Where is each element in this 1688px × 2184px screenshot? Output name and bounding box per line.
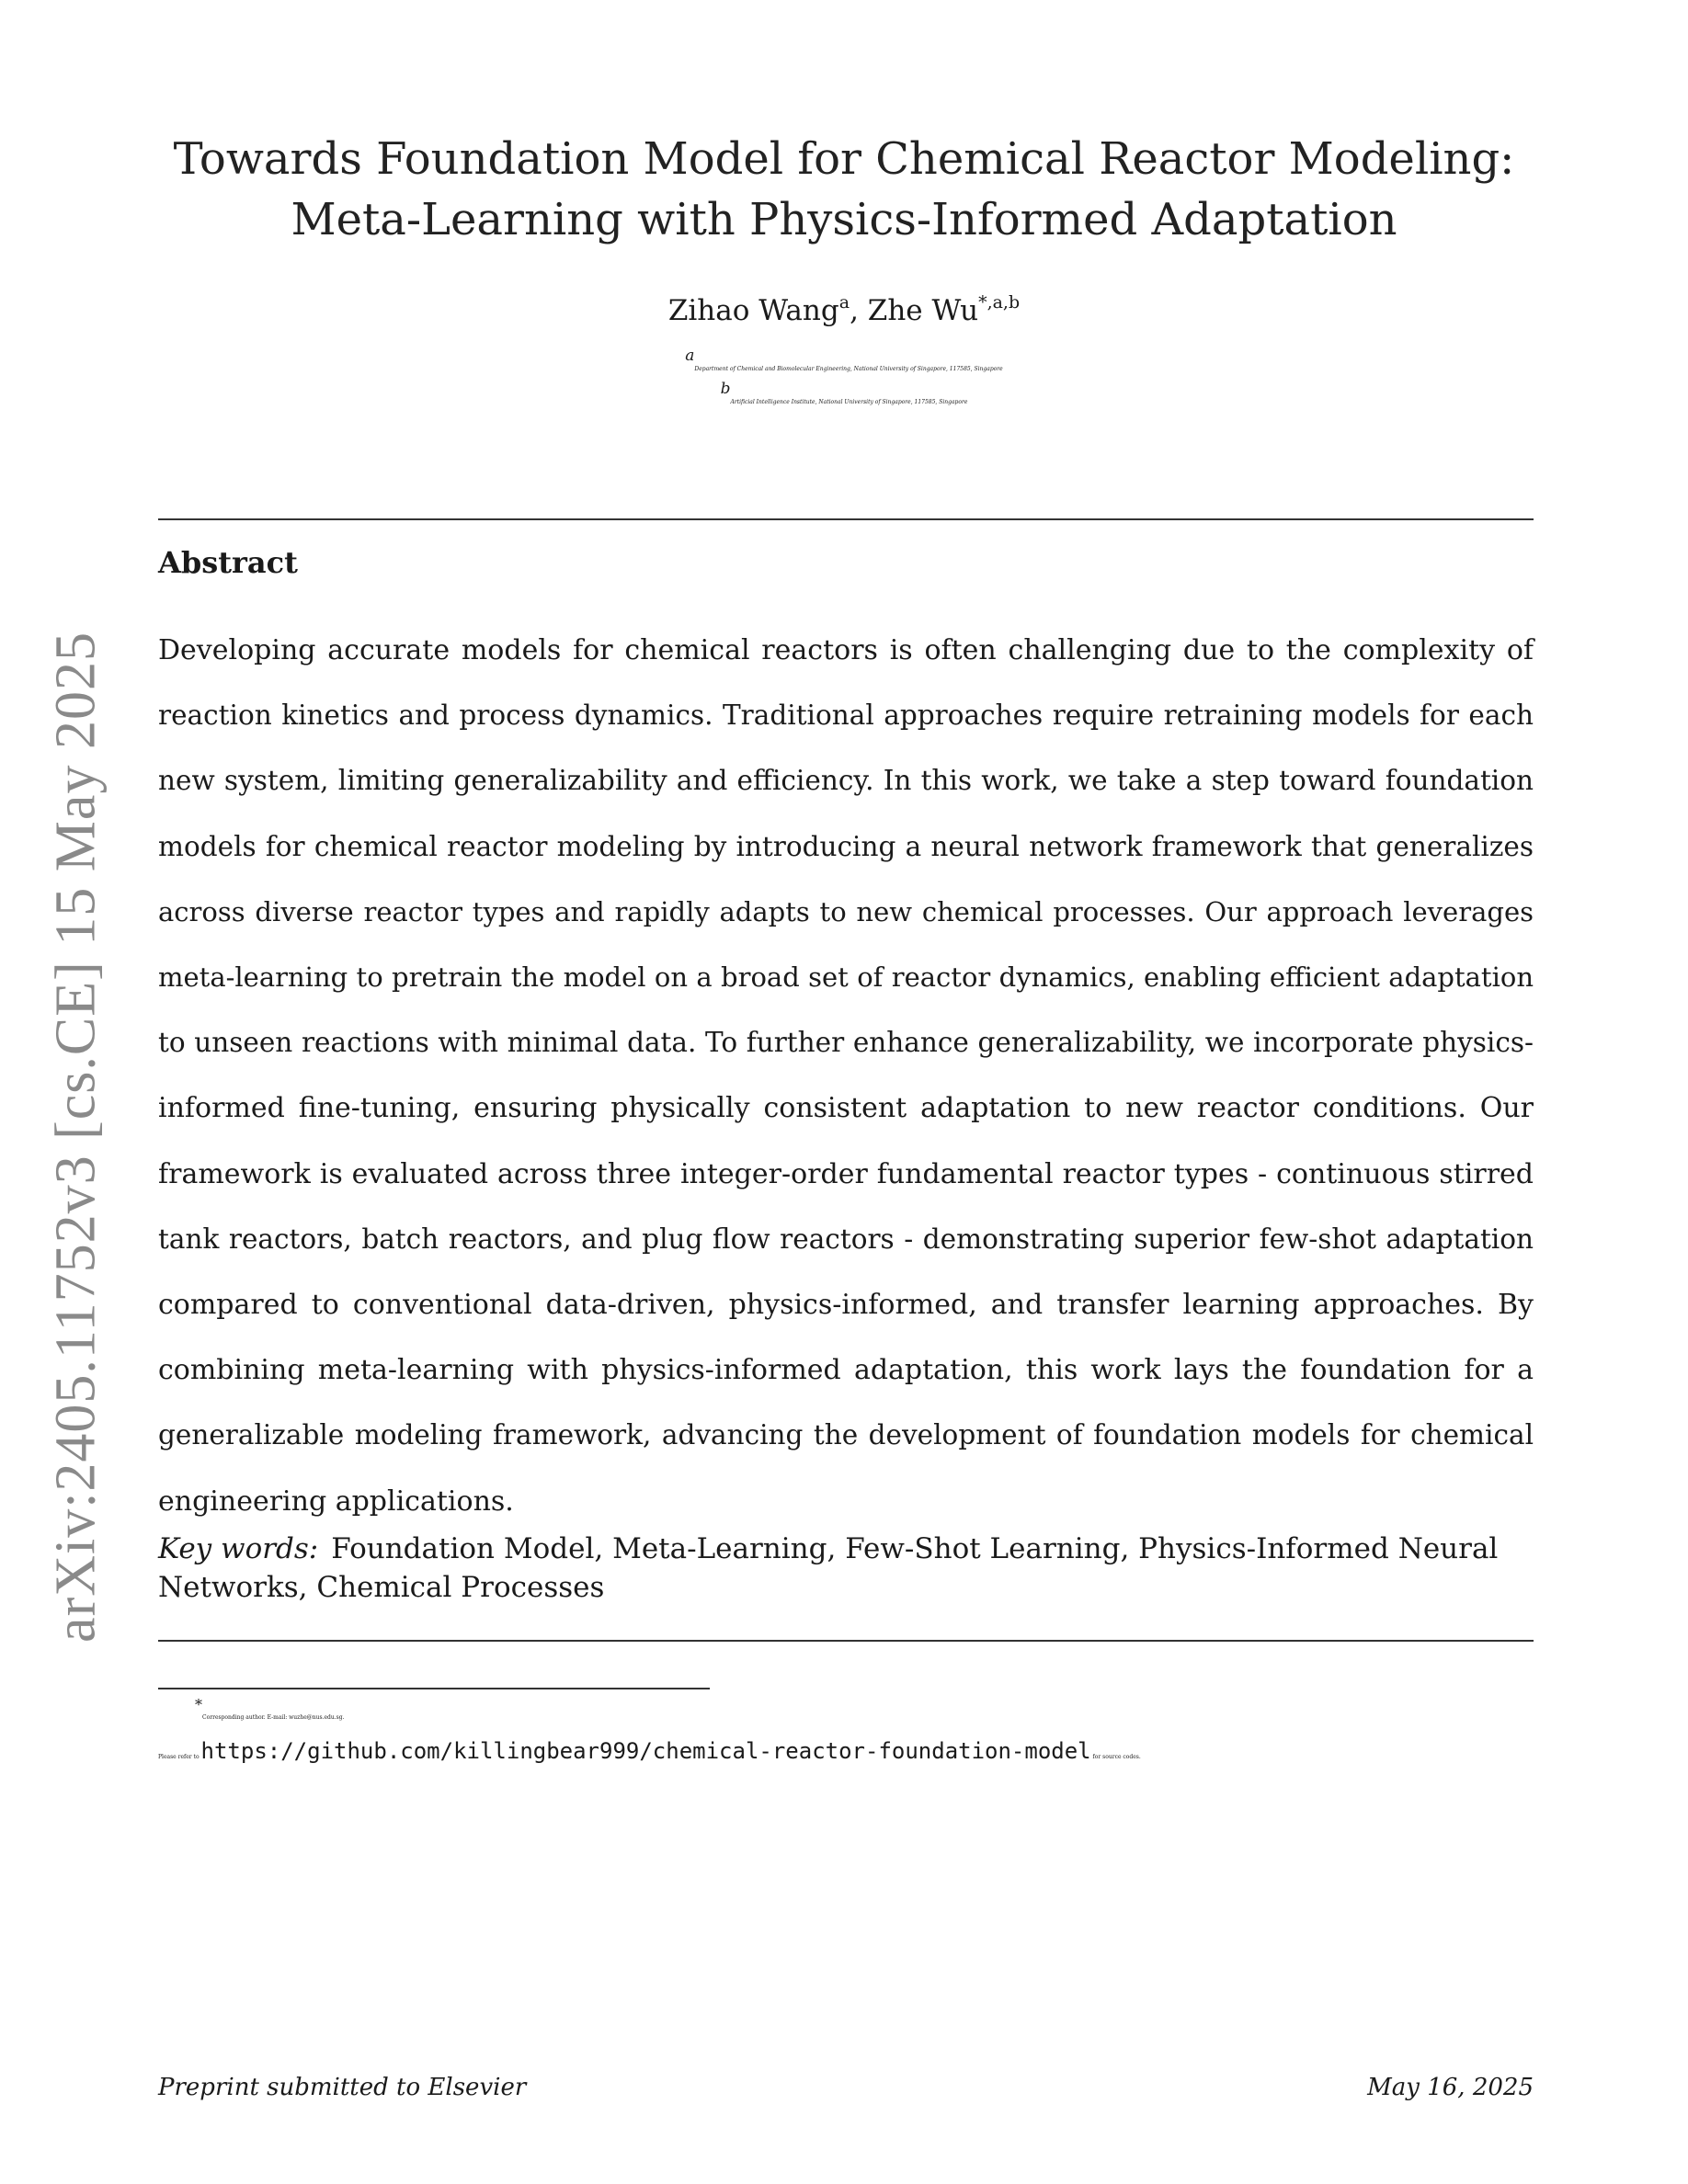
footer-preprint-note: Preprint submitted to Elsevier xyxy=(158,2074,527,2101)
affiliation-mark: a xyxy=(685,347,695,365)
abstract-line: tank reactors, batch reactors, and plug flow reactors - demonstrating superior few-shot adaptation xyxy=(158,1223,1534,1255)
abstract-line: Developing accurate models for chemical reactors is often challenging due to the complexity of xyxy=(158,634,1534,666)
keywords-label: Key words: xyxy=(158,1532,319,1565)
keywords-text: Foundation Model, Meta-Learning, Few-Shot Learning, Physics-Informed Neural Networks, Chemical Processes xyxy=(158,1532,1499,1604)
footnote-rule xyxy=(158,1688,710,1689)
affiliation-mark: b xyxy=(720,380,731,398)
footnote-mark: * xyxy=(195,1696,202,1713)
abstract-line: models for chemical reactor modeling by introducing a neural network framework that generalizes xyxy=(158,830,1534,862)
abstract-top-rule xyxy=(158,518,1534,520)
abstract-heading: Abstract xyxy=(158,545,298,580)
abstract-line: across diverse reactor types and rapidly adapts to new chemical processes. Our approach leverages xyxy=(158,895,1534,927)
abstract-line: reaction kinetics and process dynamics. Traditional approaches require retraining models for each xyxy=(158,700,1534,732)
abstract-bottom-rule xyxy=(158,1640,1534,1642)
title-line-1: Towards Foundation Model for Chemical Reactor Modeling: xyxy=(173,133,1515,185)
footnote-corresponding-text: Corresponding author. E-mail: wuzhe@nus.edu.sg. xyxy=(202,1714,345,1721)
source-code-link[interactable]: https://github.com/killingbear999/chemical-reactor-foundation-model xyxy=(200,1738,1091,1764)
abstract-line: framework is evaluated across three integer-order fundamental reactor types - continuous stirred xyxy=(158,1157,1534,1190)
abstract-line: compared to conventional data-driven, physics-informed, and transfer learning approaches. By xyxy=(158,1289,1534,1322)
abstract-line: meta-learning to pretrain the model on a broad set of reactor dynamics, enabling efficient adaptation xyxy=(158,961,1534,994)
affiliation-text: Artificial Intelligence Institute, National University of Singapore, 117585, Singapore xyxy=(730,399,968,405)
author-affiliation-mark: *,a,b xyxy=(978,292,1021,313)
footnote-source xyxy=(158,1735,1556,1773)
abstract-body xyxy=(158,618,1534,1534)
author-name: Zhe Wu xyxy=(867,294,979,327)
author-separator: , xyxy=(850,294,868,327)
abstract-line: engineering applications. xyxy=(158,1484,514,1518)
affiliation-a xyxy=(0,347,1688,386)
abstract-line: to unseen reactions with minimal data. To further enhance generalizability, we incorporate physics- xyxy=(158,1027,1534,1059)
keywords xyxy=(158,1530,1534,1607)
abstract-line: generalizable modeling framework, advancing the development of foundation models for chemical xyxy=(158,1419,1534,1451)
footnote-corresponding xyxy=(195,1696,1592,1734)
arxiv-identifier: arXiv:2405.11752v3 [cs.CE] 15 May 2025 xyxy=(44,631,108,1643)
footer-date: May 16, 2025 xyxy=(1367,2074,1534,2101)
affiliation-b xyxy=(0,380,1688,419)
footnote-source-prefix: Please refer to xyxy=(158,1754,201,1760)
title-line-2: Meta-Learning with Physics-Informed Adaptation xyxy=(291,194,1397,245)
footnote-source-suffix: for source codes. xyxy=(1090,1754,1141,1760)
abstract-line: combining meta-learning with physics-informed adaptation, this work lays the foundation for a xyxy=(158,1354,1534,1387)
abstract-line: new system, limiting generalizability and efficiency. In this work, we take a step toward foundation xyxy=(158,765,1534,797)
author-list xyxy=(0,292,1688,329)
paper-title xyxy=(0,129,1688,250)
author-name: Zihao Wang xyxy=(667,294,839,327)
abstract-line: informed fine-tuning, ensuring physically consistent adaptation to new reactor conditions. Our xyxy=(158,1092,1534,1125)
affiliation-text: Department of Chemical and Biomolecular Engineering, National University of Singapore, 117585, Singapore xyxy=(694,366,1003,372)
author-affiliation-mark: a xyxy=(838,292,850,313)
